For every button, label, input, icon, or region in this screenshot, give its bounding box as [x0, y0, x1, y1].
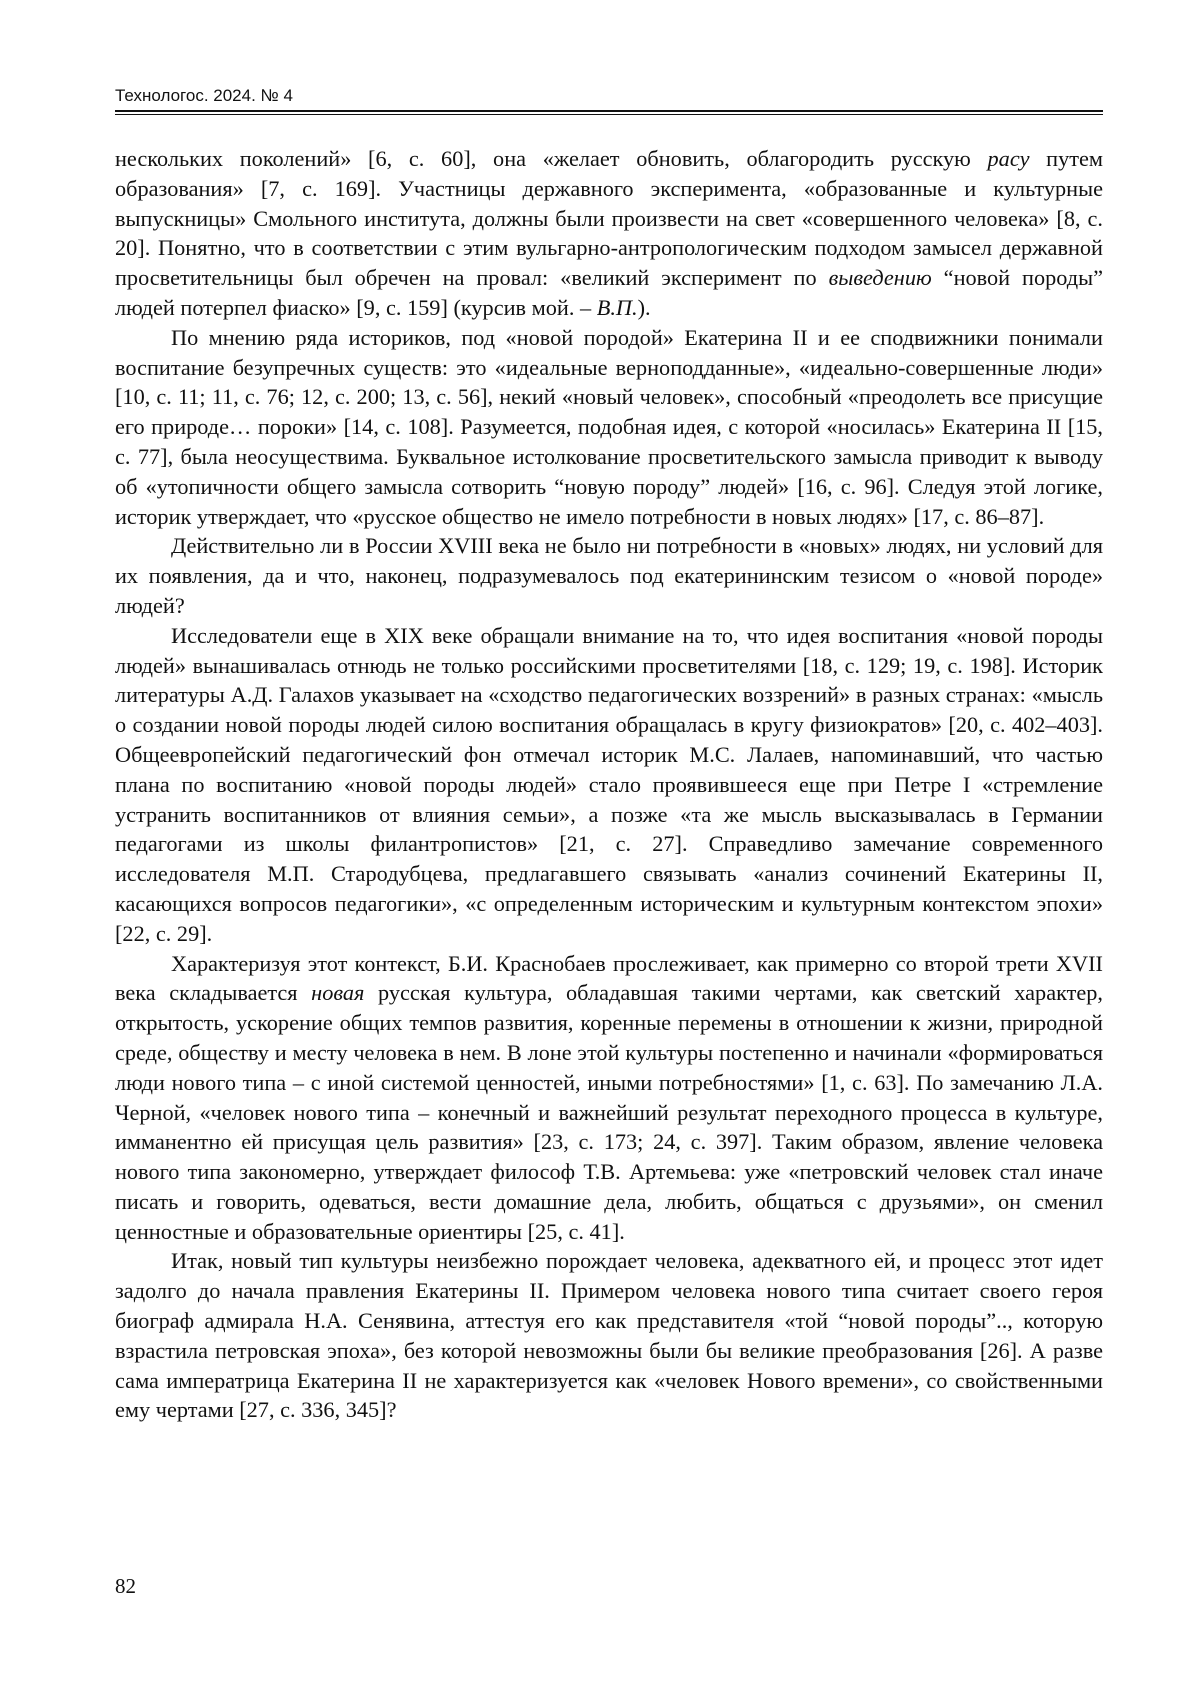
text-run: Итак, новый тип культуры неизбежно порождает человека, адекватного ей, и процесс этот идет задолго до начала правления Екатерины II. Примером человека нового типа считает своего героя биограф адмирала Н.А. Сенявина, аттестуя его как представителя «той “новой породы”.., которую взрастила петровская эпоха», без которой невозможны были бы великие преобразования [26]. А разве сама императрица Екатерина II не характеризуется как «человек Нового времени», со свойственными ему чертами [27, с. 336, 345]? — [115, 1248, 1103, 1423]
text-run: Действительно ли в России XVIII века не было ни потребности в «новых» людях, ни условий для их появления, да и что, наконец, подразумевалось под екатерининским тезисом о «новой породе» людей? — [115, 533, 1103, 618]
italic-text: новая — [311, 980, 365, 1006]
italic-text: выведению — [828, 265, 932, 291]
text-run: “новой породы” людей потерпел фиаско» [9, с. 159] (курсив мой. – — [115, 265, 1103, 320]
italic-text: В.П. — [596, 294, 638, 320]
text-run: путем образования» [7, с. 169]. Участницы державного эксперимента, «образованные и культурные выпускницы» Смольного института, должны были произвести на свет «совершенного человека» [8, с. 20]. Понятно, что в соответствии с этим вульгарно-антропологическим подходом замысел державной просветительницы был обречен на провал: «великий эксперимент по — [115, 146, 1103, 291]
text-run: русская культура, обладавшая такими чертами, как светский характер, открытость, ускорение общих темпов развития, коренные перемены в отношении к жизни, природной среде, обществу и месту человека в нем. В лоне этой культуры постепенно и начинали «формироваться люди нового типа – с иной системой ценностей, иными потребностями» [1, с. 63]. По замечанию Л.А. Черной, «человек нового типа – конечный и важнейший результат переходного процесса в культуре, имманентно ей присущая цель развития» [23, с. 173; 24, с. 397]. Таким образом, явление человека нового типа закономерно, утверждает философ Т.В. Артемьева: уже «петровский человек стал иначе писать и говорить, одеваться, вести домашние дела, любить, общаться с друзьями», он сменил ценностные и образовательные ориентиры [25, с. 41]. — [115, 980, 1104, 1244]
page-number: 82 — [115, 1574, 136, 1598]
paragraph — [115, 1246, 1103, 1425]
paragraph — [115, 621, 1103, 949]
text-run: Характеризуя этот контекст, Б.И. Краснобаев прослеживает, как примерно со второй трети XVII века складывается — [115, 950, 1103, 1006]
running-header: Технологос. 2024. № 4 — [115, 86, 293, 105]
paragraph — [115, 144, 1103, 323]
paragraph — [115, 949, 1103, 1247]
header-rule-thin — [115, 114, 1103, 115]
paragraph — [115, 323, 1103, 532]
header-rule-thick — [115, 110, 1103, 112]
text-run: нескольких поколений» [6, с. 60], она «желает обновить, облагородить русскую — [115, 146, 988, 171]
italic-text: расу — [987, 146, 1030, 171]
paragraph — [115, 531, 1103, 620]
text-run: ). — [637, 294, 651, 320]
text-run: Исследователи еще в XIX веке обращали внимание на то, что идея воспитания «новой породы людей» вынашивалась отнюдь не только российскими просветителями [18, с. 129; 19, с. 198]. Историк литературы А.Д. Галахов указывает на «сходство педагогических воззрений» в разных странах: «мысль о создании новой породы людей силою воспитания обращалась в кругу физиократов» [20, с. 402–403]. Общеевропейский педагогический фон отмечал историк М.С. Лалаев, напоминавший, что частью плана по воспитанию «новой породы людей» стало проявившееся еще при Петре I «стремление устранить воспитанников от влияния семьи», а позже «та же мысль высказывалась в Германии педагогами из школы филантропистов» [21, с. 27]. Справедливо замечание современного исследователя М.П. Стародубцева, предлагавшего связывать «анализ сочинений Екатерины II, касающихся вопросов педагогики», «с определенным историческим и культурным контекстом эпохи» [22, с. 29]. — [115, 622, 1103, 946]
text-run: По мнению ряда историков, под «новой породой» Екатерина II и ее сподвижники понимали воспитание безупречных существ: это «идеальные верноподданные», «идеально-совершенные люди» [10, с. 11; 11, с. 76; 12, с. 200; 13, с. 56], некий «новый человек», способный «преодолеть все присущие его природе… пороки» [14, с. 108]. Разумеется, подобная идея, с которой «носилась» Екатерина II [15, с. 77], была неосуществима. Буквальное истолкование просветительского замысла приводит к выводу об «утопичности общего замысла сотворить “новую породу” людей» [16, с. 96]. Следуя этой логике, историк утверждает, что «русское общество не имело потребности в новых людях» [17, с. 86–87]. — [115, 324, 1103, 529]
article-body — [115, 144, 1103, 1425]
